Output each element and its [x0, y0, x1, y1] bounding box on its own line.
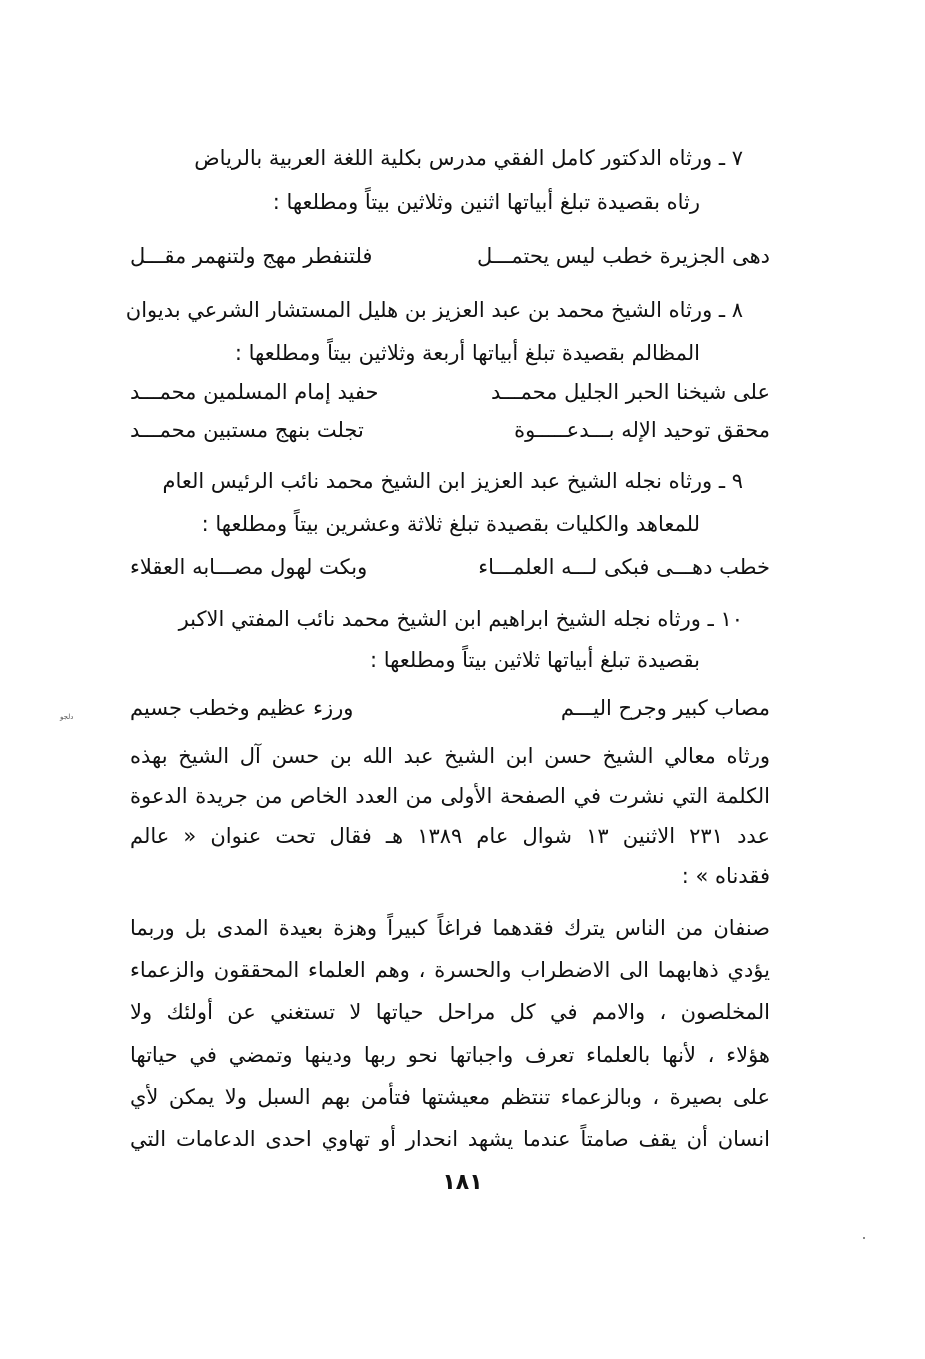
intro-line-4: فقدناه » :	[681, 864, 770, 888]
verse-3-first-hemistich: محقق توحيد الإله بـــدعـــــوة	[514, 418, 770, 442]
item-8-line-1: ٨ ـ ورثاه الشيخ محمد بن عبد العزيز بن هليل المستشار الشرعي بديوان	[125, 298, 743, 322]
verse-2-second-hemistich: حفيد إمام المسلمين محمـــد	[130, 380, 379, 404]
verse-3	[130, 414, 770, 446]
verse-5-first-hemistich: مصاب كبير وجرح اليـــم	[560, 696, 770, 720]
verse-1	[130, 240, 770, 272]
paragraph-line-2: يؤدي ذهابهما الى الاضطراب والحسرة ، وهم العلماء المحققون والزعماء	[130, 958, 770, 982]
verse-3-second-hemistich: تجلت بنهج مستبين محمـــد	[130, 418, 364, 442]
item-7-line-1: ٧ ـ ورثاه الدكتور كامل الفقي مدرس بكلية اللغة العربية بالرياض	[194, 146, 743, 170]
paragraph-line-1: صنفان من الناس يترك فقدهما فراغاً كبيراً وهزة بعيدة المدى بل وربما	[130, 916, 770, 940]
paragraph-line-4: هؤلاء ، لأنها بالعلماء تعرف واجباتها نحو ربها ودينها وتمضي في حياتها	[130, 1043, 770, 1067]
item-8-line-2: المظالم بقصيدة تبلغ أبياتها أربعة وثلاثين بيتاً ومطلعها :	[234, 341, 700, 365]
margin-note: دلجو	[60, 713, 74, 721]
verse-5-second-hemistich: ورزء عظيم وخطب جسيم	[130, 696, 354, 720]
paragraph-line-6: انسان أن يقف صامتاً عندما يشهد انحدار أو تهاوي احدى الدعامات التي	[130, 1127, 770, 1151]
verse-2-first-hemistich: على شيخنا الحبر الجليل محمـــد	[490, 380, 770, 404]
verse-4-first-hemistich: خطب دهـــى فبكى لـــه العلمـــاء	[478, 555, 770, 579]
item-10-line-2: بقصيدة تبلغ أبياتها ثلاثين بيتاً ومطلعها :	[369, 648, 700, 672]
verse-4-second-hemistich: وبكت لهول مصـــابه العقلاء	[130, 555, 368, 579]
intro-line-1: ورثاه معالي الشيخ حسن ابن الشيخ عبد الله بن حسن آل الشيخ بهذه	[130, 744, 770, 768]
paragraph-line-3: المخلصون ، والامم في كل مراحل حياتها لا تستغني عن أولئك ولا	[130, 1000, 770, 1024]
verse-1-second-hemistich: فلتنفطر مهج ولتنهمر مقـــل	[130, 244, 373, 268]
item-10-line-1: ١٠ ـ ورثاه نجله الشيخ ابراهيم ابن الشيخ محمد نائب المفتي الاكبر	[178, 607, 743, 631]
verse-2	[130, 376, 770, 408]
paragraph-line-5: على بصيرة ، وبالزعماء تنتظم معيشتها فتأمن بهم السبل ولا يمكن لأي	[130, 1085, 770, 1109]
verse-1-first-hemistich: دهى الجزيرة خطب ليس يحتمـــل	[476, 244, 770, 268]
item-7-line-2: رثاه بقصيدة تبلغ أبياتها اثنين وثلاثين بيتاً ومطلعها :	[272, 190, 700, 214]
page-number: ١٨١	[442, 1170, 483, 1195]
verse-4	[130, 551, 770, 583]
item-9-line-2: للمعاهد والكليات بقصيدة تبلغ ثلاثة وعشرين بيتاً ومطلعها :	[201, 512, 700, 536]
verse-5	[130, 692, 770, 724]
item-9-line-1: ٩ ـ ورثاه نجله الشيخ عبد العزيز ابن الشيخ محمد نائب الرئيس العام	[162, 469, 743, 493]
intro-line-3: عدد ٢٣١ الاثنين ١٣ شوال عام ١٣٨٩ هـ فقال تحت عنوان « عالم	[130, 824, 770, 848]
intro-line-2: الكلمة التي نشرت في الصفحة الأولى من العدد الخاص من جريدة الدعوة	[130, 784, 770, 808]
scan-speck	[863, 1237, 865, 1239]
